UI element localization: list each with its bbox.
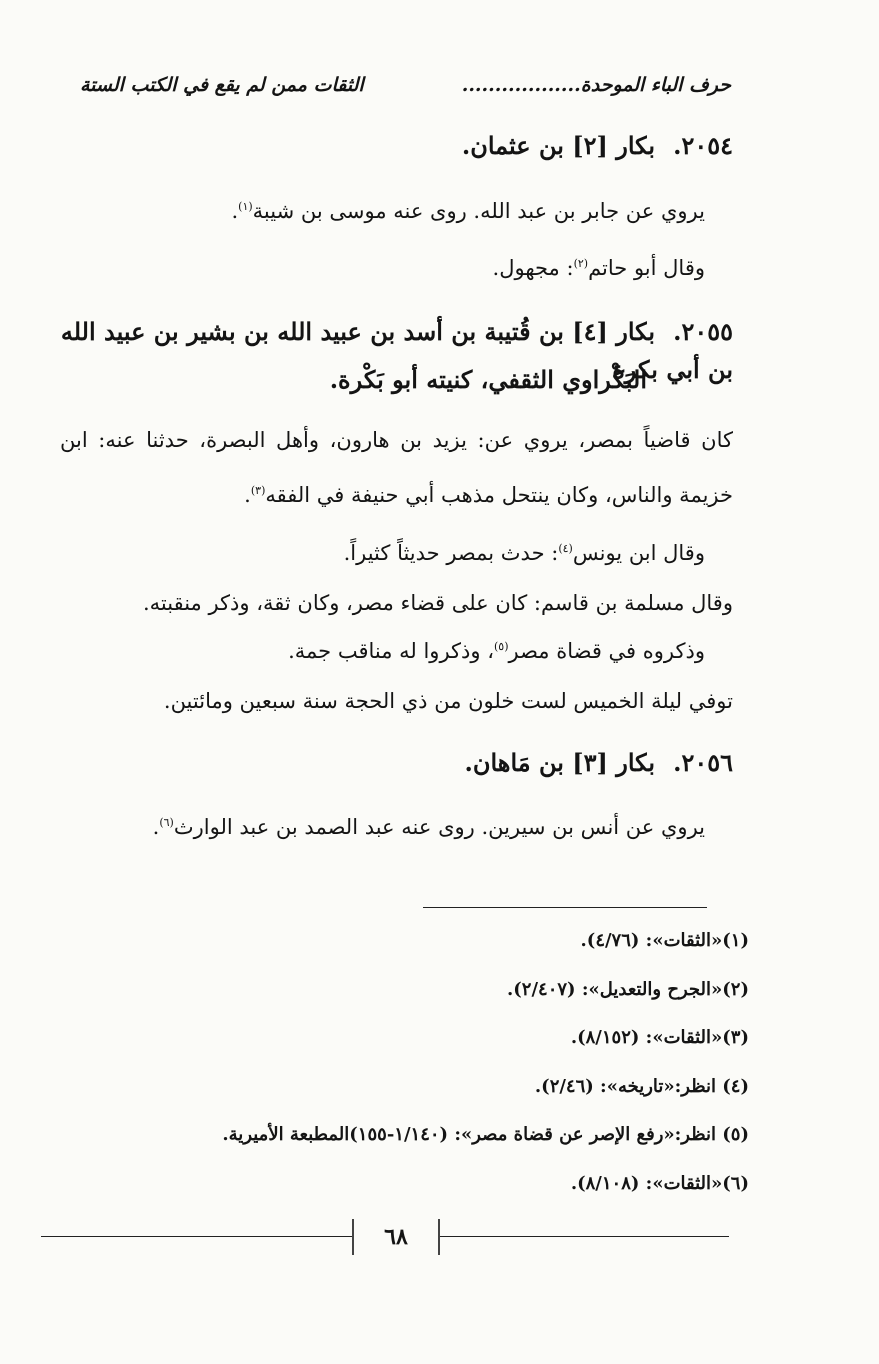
footnote-3: (٣)«الثقات»: (٨/١٥٢). bbox=[570, 1027, 749, 1048]
footnote-separator bbox=[423, 907, 707, 908]
footnote-2: (٢)«الجرح والتعديل»: (٢/٤٠٧). bbox=[507, 979, 749, 1000]
footnote-4: (٤) انظر:«تاريخه»: (٢/٤٦). bbox=[534, 1076, 749, 1097]
page-number: ٦٨ bbox=[352, 1219, 440, 1255]
entry-2055-paragraph-4: وقال مسلمة بن قاسم: كان على قضاء مصر، وكان ثقة، وذكر منقبته. bbox=[142, 591, 733, 615]
entry-2055-paragraph-5: وذكروه في قضاة مصر$^{(٥)}$، وذكروا له مناقب جمة. bbox=[288, 639, 705, 663]
running-head-book-title: الثقات ممن لم يقع في الكتب الستة bbox=[80, 74, 364, 96]
entry-title-line-1: بكار [٤] بن قُتيبة بن أسد بن عبيد الله بن بشير بن عبيد الله بن أبي بكرة bbox=[60, 317, 733, 384]
footnote-marker: (٥) bbox=[493, 640, 509, 653]
entry-2054-heading bbox=[60, 127, 733, 165]
entry-2055-paragraph-2: خزيمة والناس، وكان ينتحل مذهب أبي حنيفة في الفقه$^{(٣)}$. bbox=[244, 483, 733, 507]
entry-number: ٢٠٥٥. bbox=[673, 317, 733, 346]
entry-2055-heading-line-2: البَكْراوي الثقفي، كنيته أبو بَكْرة. bbox=[329, 365, 647, 394]
entry-2055-paragraph-6: توفي ليلة الخميس لست خلون من ذي الحجة سنة سبعين ومائتين. bbox=[163, 689, 733, 713]
footnote-marker: (١) bbox=[238, 200, 253, 213]
entry-number: ٢٠٥٤. bbox=[673, 131, 733, 160]
entry-2056-paragraph-1: يروي عن أنس بن سيرين. روى عنه عبد الصمد بن عبد الوارث$^{(٦)}$. bbox=[152, 815, 705, 839]
footnote-5: (٥) انظر:«رفع الإصر عن قضاة مصر»: (١/١٤٠-١٥٥)المطبعة الأميرية. bbox=[222, 1124, 749, 1145]
entry-2055-paragraph-1: كان قاضياً بمصر، يروي عن: يزيد بن هارون، وأهل البصرة، حدثنا عنه: ابن bbox=[60, 428, 733, 452]
entry-2054-paragraph-1: يروي عن جابر بن عبد الله. روى عنه موسى بن شيبة$^{(١)}$. bbox=[231, 199, 705, 223]
footnote-marker: (٣) bbox=[250, 484, 266, 497]
footnote-1: (١)«الثقات»: (٤/٧٦). bbox=[580, 930, 749, 951]
footnote-marker: (٤) bbox=[558, 542, 573, 555]
entry-2054-paragraph-2: وقال أبو حاتم$^{(٢)}$: مجهول. bbox=[492, 256, 705, 280]
running-head bbox=[80, 72, 731, 98]
footer-rule bbox=[437, 1236, 729, 1237]
running-head-section: حرف الباء الموحدة.................. bbox=[461, 74, 731, 96]
footnote-marker: (٦) bbox=[159, 816, 174, 829]
entry-2055-paragraph-3: وقال ابن يونس$^{(٤)}$: حدث بمصر حديثاً كثيراً. bbox=[343, 541, 705, 565]
footnote-marker: (٢) bbox=[573, 257, 589, 270]
footnote-6: (٦)«الثقات»: (٨/١٠٨). bbox=[570, 1173, 749, 1194]
entry-2056-heading bbox=[60, 744, 733, 782]
entry-title: بكار [٣] بن مَاهان. bbox=[464, 748, 656, 777]
entry-title: بكار [٢] بن عثمان. bbox=[461, 131, 656, 160]
entry-number: ٢٠٥٦. bbox=[673, 748, 733, 777]
